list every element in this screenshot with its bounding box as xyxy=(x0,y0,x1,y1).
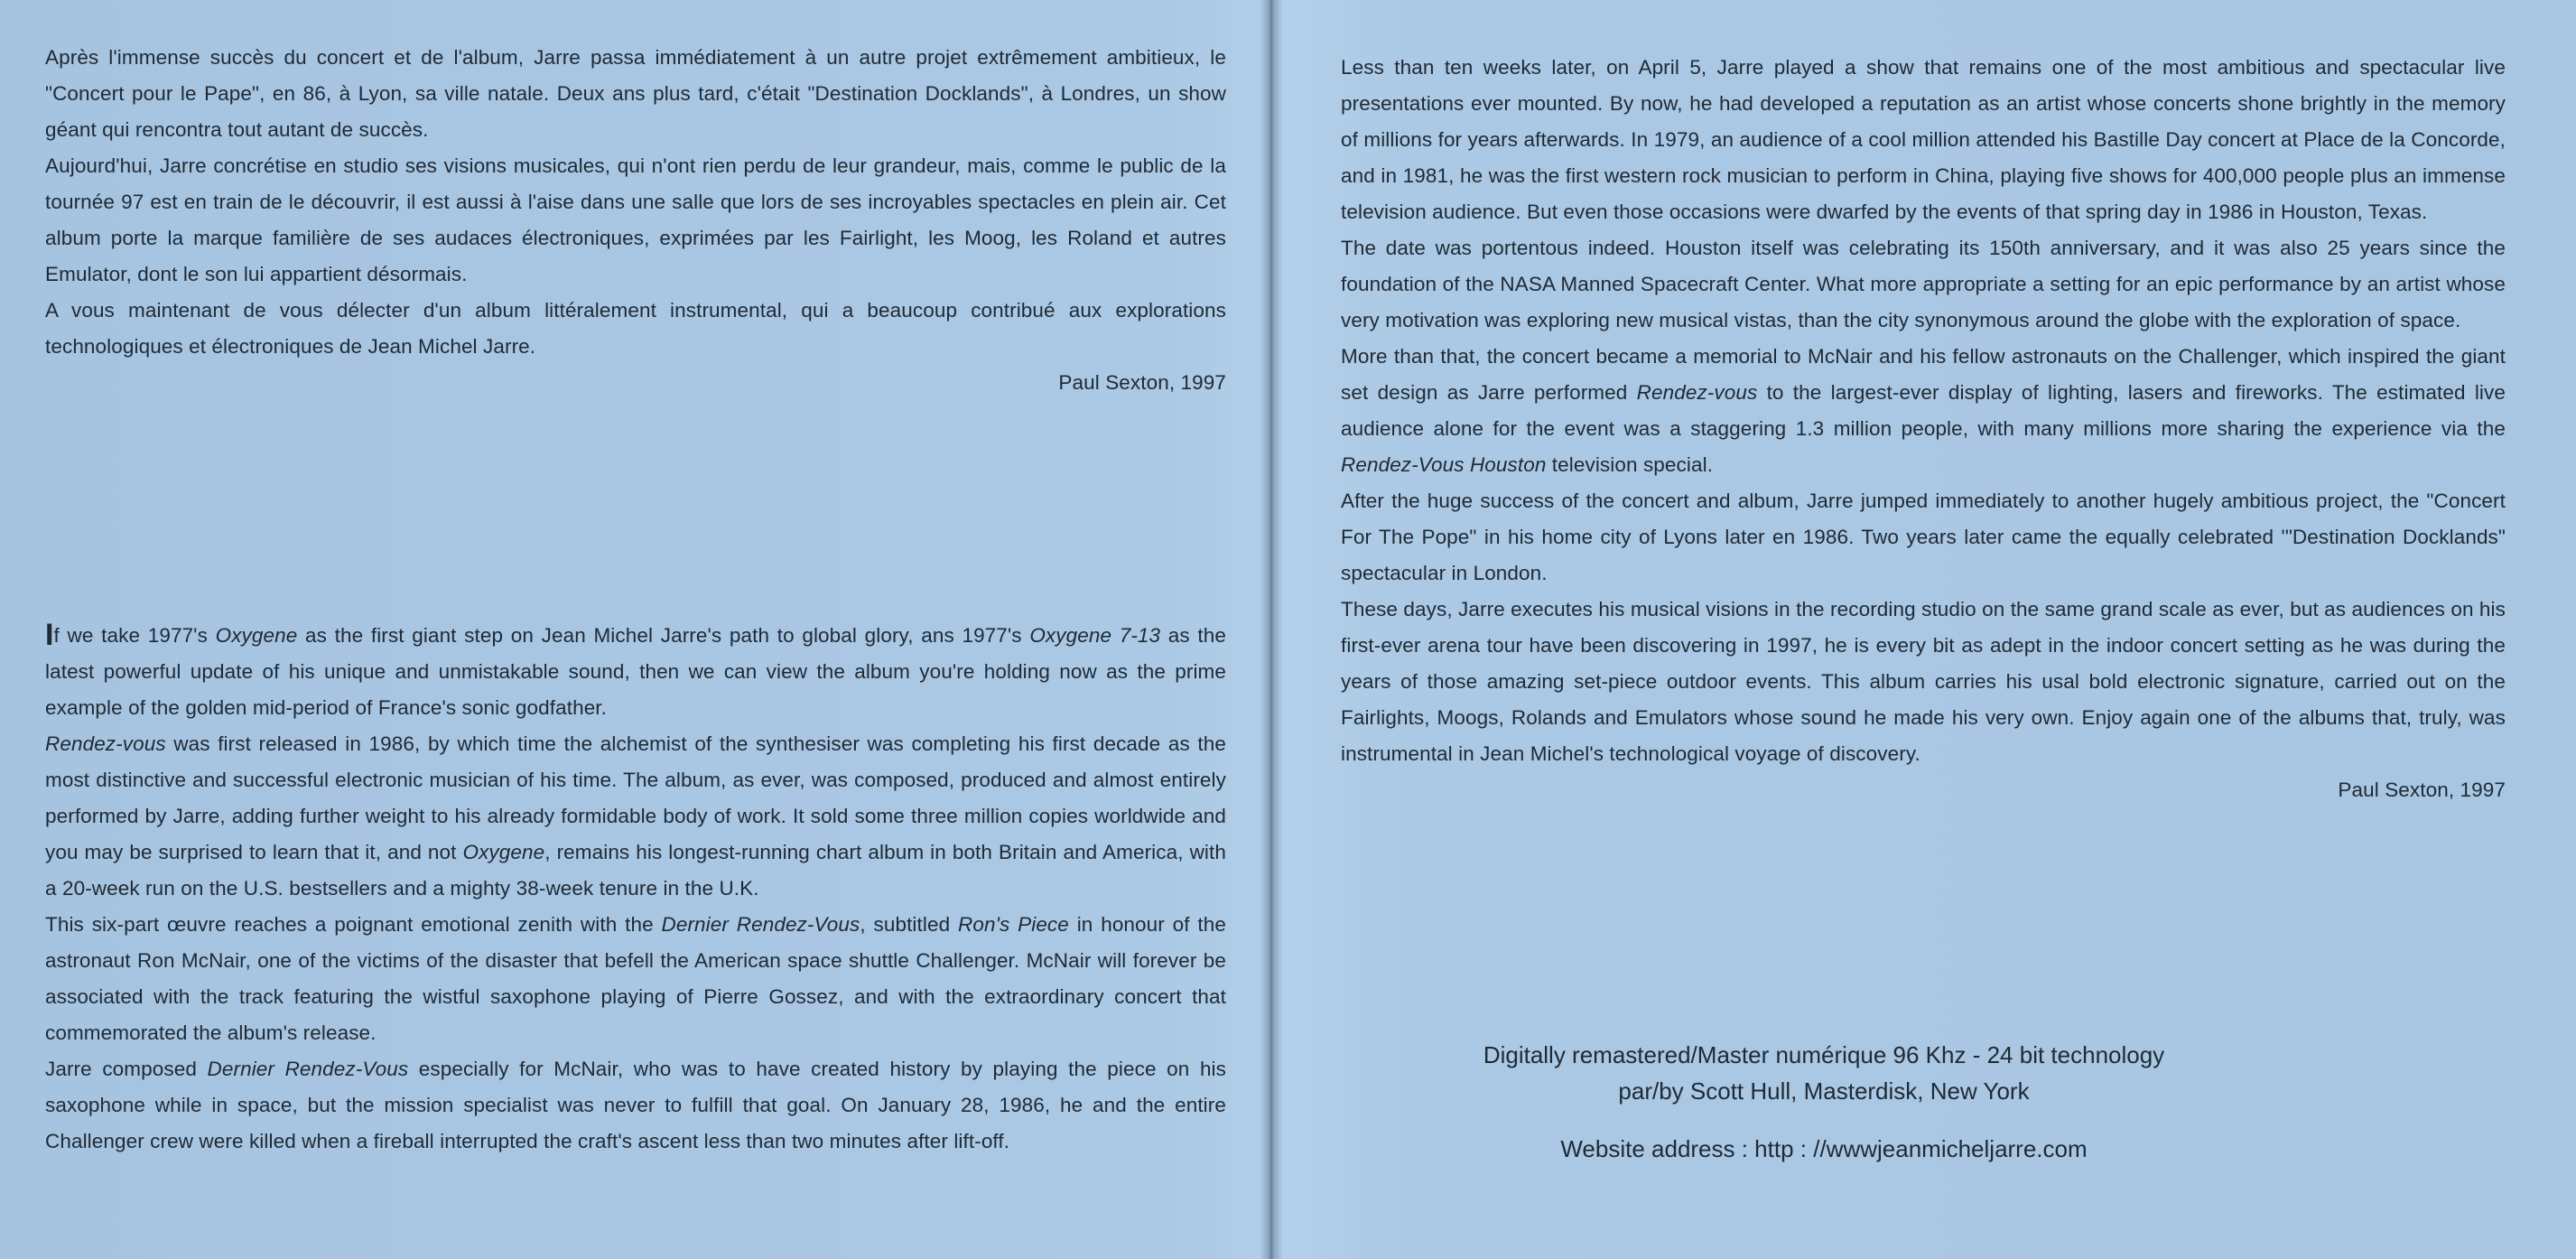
mastering-credits xyxy=(1427,1037,2221,1167)
right-paragraph-3: More than that, the concert became a memorial to McNair and his fellow astronauts on the Challenger, which inspired the giant set design as Jarre performed Rendez-vous to the largest-ever display of lighting, lasers and fireworks. The estimated live audience alone for the event was a staggering 1.3 million people, with many millions more sharing the experience via the Rendez-Vous Houston television special. xyxy=(1341,345,2506,476)
right-paragraph-2: The date was portentous indeed. Houston itself was celebrating its 150th anniversary, and it was also 25 years since the foundation of the NASA Manned Spacecraft Center. What more appropriate a setting for an epic performance by an artist whose very motivation was exploring new musical vistas, than the city synonymous around the globe with the exploration of space. xyxy=(1341,237,2506,331)
website-address: Website address : http : //wwwjeanmicheljarre.com xyxy=(1560,1135,2088,1162)
french-signature: Paul Sexton, 1997 xyxy=(1058,371,1226,394)
french-paragraph-1: Après l'immense succès du concert et de l'album, Jarre passa immédiatement à un autre projet extrêmement ambitieux, le "Concert pour le Pape", en 86, à Lyon, sa ville natale. Deux ans plus tard, c'était "Destination Docklands", à Londres, un show géant qui rencontra tout autant de succès. xyxy=(45,46,1226,141)
french-paragraph-2: Aujourd'hui, Jarre concrétise en studio ses visions musicales, qui n'ont rien perdu de leur grandeur, mais, comme le public de la tournée 97 est en train de le découvrir, il est aussi à l'aise dans une salle que lors de ses incroyables spectacles en plein air. Cet album porte la marque familière de ses audaces électroniques, exprimées par les Fairlight, les Moog, les Roland et autres Emulator, dont le son lui appartient désormais. xyxy=(45,154,1226,285)
english-paragraph-3: This six-part œuvre reaches a poignant emotional zenith with the Dernier Rendez-Vous, subtitled Ron's Piece in honour of the astronaut Ron McNair, one of the victims of the disaster that befell the American space shuttle Challenger. McNair will forever be associated with the track featuring the wistful saxophone playing of Pierre Gossez, and with the extraordinary concert that commemorated the album's release. xyxy=(45,913,1226,1044)
page-fold xyxy=(1260,0,1283,1259)
french-text xyxy=(45,40,1226,401)
right-paragraph-4: After the huge success of the concert and album, Jarre jumped immediately to another hugely ambitious project, the "Concert For The Pope" in his home city of Lyons later en 1986. Two years later came the equally celebrated '"Destination Docklands" spectacular in London. xyxy=(1341,490,2506,584)
english-paragraph-4: Jarre composed Dernier Rendez-Vous especially for McNair, who was to have created history by playing the piece on his saxophone while in space, but the mission specialist was never to fulfill that goal. On January 28, 1986, he and the entire Challenger crew were killed when a fireball interrupted the craft's ascent less than two minutes after lift-off. xyxy=(45,1058,1227,1152)
credits-line-1: Digitally remastered/Master numérique 96 Khz - 24 bit technology xyxy=(1483,1041,2165,1068)
drop-cap: I xyxy=(45,618,54,652)
english-text-left xyxy=(45,618,1226,1160)
credits-line-2: par/by Scott Hull, Masterdisk, New York xyxy=(1618,1077,2030,1105)
right-paragraph-5: These days, Jarre executes his musical visions in the recording studio on the same grand scale as ever, but as audiences on his first-ever arena tour have been discovering in 1997, he is every bit as adept in the indoor concert setting as he was during the years of those amazing set-piece outdoor events. This album carries his usal bold electronic signature, carried out on the Fairlights, Moogs, Rolands and Emulators whose sound he made his very own. Enjoy again one of the albums that, truly, was instrumental in Jean Michel's technological voyage of discovery. xyxy=(1341,598,2506,765)
french-paragraph-3: A vous maintenant de vous délecter d'un album littéralement instrumental, qui a beaucoup contribué aux explorations technologiques et électroniques de Jean Michel Jarre. xyxy=(45,299,1226,358)
english-text-right xyxy=(1341,50,2506,808)
right-paragraph-1: Less than ten weeks later, on April 5, Jarre played a show that remains one of the most ambitious and spectacular live presentations ever mounted. By now, he had developed a reputation as an artist whose concerts shone brightly in the memory of millions for years afterwards. In 1979, an audience of a cool million attended his Bastille Day concert at Place de la Concorde, and in 1981, he was the first western rock musician to perform in China, playing five shows for 400,000 people plus an immense television audience. But even those occasions were dwarfed by the events of that spring day in 1986 in Houston, Texas. xyxy=(1341,56,2506,223)
english-paragraph-2: Rendez-vous was first released in 1986, by which time the alchemist of the synthesiser was completing his first decade as the most distinctive and successful electronic musician of his time. The album, as ever, was composed, produced and almost entirely performed by Jarre, adding further weight to his already formidable body of work. It sold some three million copies worldwide and you may be surprised to learn that it, and not Oxygene, remains his longest-running chart album in both Britain and America, with a 20-week run on the U.S. bestsellers and a mighty 38-week tenure in the U.K. xyxy=(45,732,1226,900)
english-intro-paragraph: If we take 1977's Oxygene as the first giant step on Jean Michel Jarre's path to global glory, ans 1977's Oxygene 7-13 as the latest powerful update of his unique and unmistakable sound, then we can view the album you're holding now as the prime example of the golden mid-period of France's sonic godfather. xyxy=(45,618,1226,719)
english-signature: Paul Sexton, 1997 xyxy=(2338,779,2506,801)
